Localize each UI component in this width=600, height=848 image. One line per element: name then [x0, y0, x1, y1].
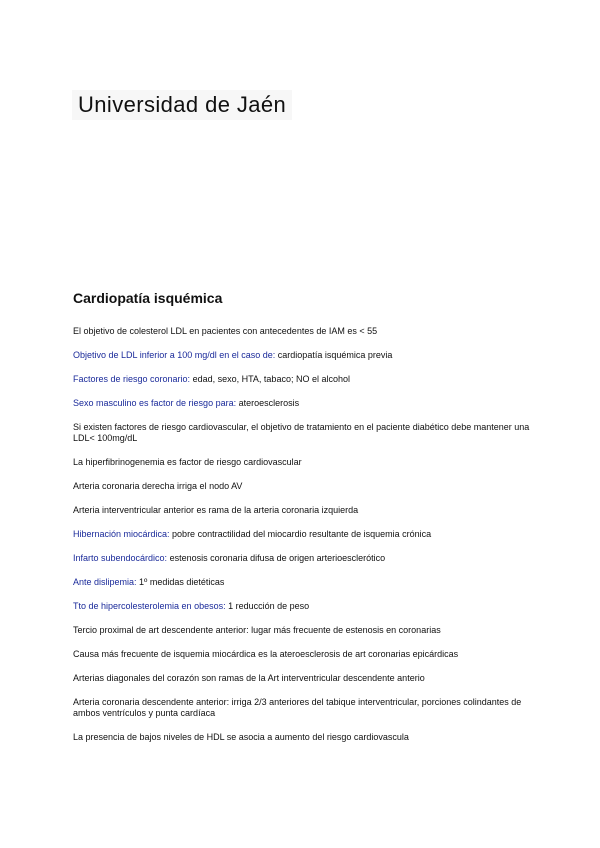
fact-text: Tercio proximal de art descendente anterior: lugar más frecuente de estenosis en coronarias	[73, 625, 441, 635]
fact-text: Arterias diagonales del corazón son ramas de la Art interventricular descendente anterio	[73, 673, 425, 683]
fact-item	[73, 697, 533, 719]
fact-item	[73, 673, 533, 684]
fact-text: cardiopatía isquémica previa	[275, 350, 393, 360]
fact-text: Arteria interventricular anterior es rama de la arteria coronaria izquierda	[73, 505, 359, 515]
fact-item	[73, 374, 533, 385]
fact-item	[73, 625, 533, 636]
fact-term: Objetivo de LDL inferior a 100 mg/dl en el caso de:	[73, 350, 276, 360]
fact-item	[73, 422, 533, 444]
fact-item	[73, 529, 533, 540]
fact-text: edad, sexo, HTA, tabaco; NO el alcohol	[190, 374, 350, 384]
fact-item	[73, 350, 533, 361]
fact-text: 1º medidas dietéticas	[136, 577, 225, 587]
fact-term: Tto de hipercolesterolemia en obesos:	[73, 601, 226, 611]
fact-item	[73, 398, 533, 409]
fact-text: La presencia de bajos niveles de HDL se asocia a aumento del riesgo cardiovascula	[73, 732, 409, 742]
fact-item	[73, 732, 533, 743]
fact-term: Factores de riesgo coronario:	[73, 374, 191, 384]
fact-item	[73, 481, 533, 492]
fact-item	[73, 326, 533, 337]
university-title: Universidad de Jaén	[72, 90, 292, 120]
fact-text: El objetivo de colesterol LDL en pacientes con antecedentes de IAM es < 55	[73, 326, 378, 336]
fact-text: ateroesclerosis	[236, 398, 300, 408]
fact-text: pobre contractilidad del miocardio resultante de isquemia crónica	[169, 529, 432, 539]
fact-text: estenosis coronaria difusa de origen arterioesclerótico	[167, 553, 386, 563]
fact-text: Causa más frecuente de isquemia miocárdica es la ateroesclerosis de art coronarias epicárdicas	[73, 649, 459, 659]
fact-text: Si existen factores de riesgo cardiovascular, el objetivo de tratamiento en el paciente diabético debe mantener una LDL< 100mg/dL	[73, 422, 530, 443]
fact-text: 1 reducción de peso	[225, 601, 310, 611]
fact-text: La hiperfibrinogenemia es factor de riesgo cardiovascular	[73, 457, 302, 467]
fact-term: Hibernación miocárdica:	[73, 529, 170, 539]
fact-term: Sexo masculino es factor de riesgo para:	[73, 398, 237, 408]
fact-item	[73, 649, 533, 660]
fact-term: Infarto subendocárdico:	[73, 553, 168, 563]
fact-item	[73, 577, 533, 588]
fact-item	[73, 601, 533, 612]
fact-item	[73, 505, 533, 516]
fact-text: Arteria coronaria derecha irriga el nodo AV	[73, 481, 243, 491]
section-title: Cardiopatía isquémica	[73, 290, 223, 306]
fact-term: Ante dislipemia:	[73, 577, 137, 587]
fact-item	[73, 457, 533, 468]
fact-text: Arteria coronaria descendente anterior: irriga 2/3 anteriores del tabique interventricular, porciones colindantes de ambos ventrículos y punta cardíaca	[73, 697, 522, 718]
fact-item	[73, 553, 533, 564]
